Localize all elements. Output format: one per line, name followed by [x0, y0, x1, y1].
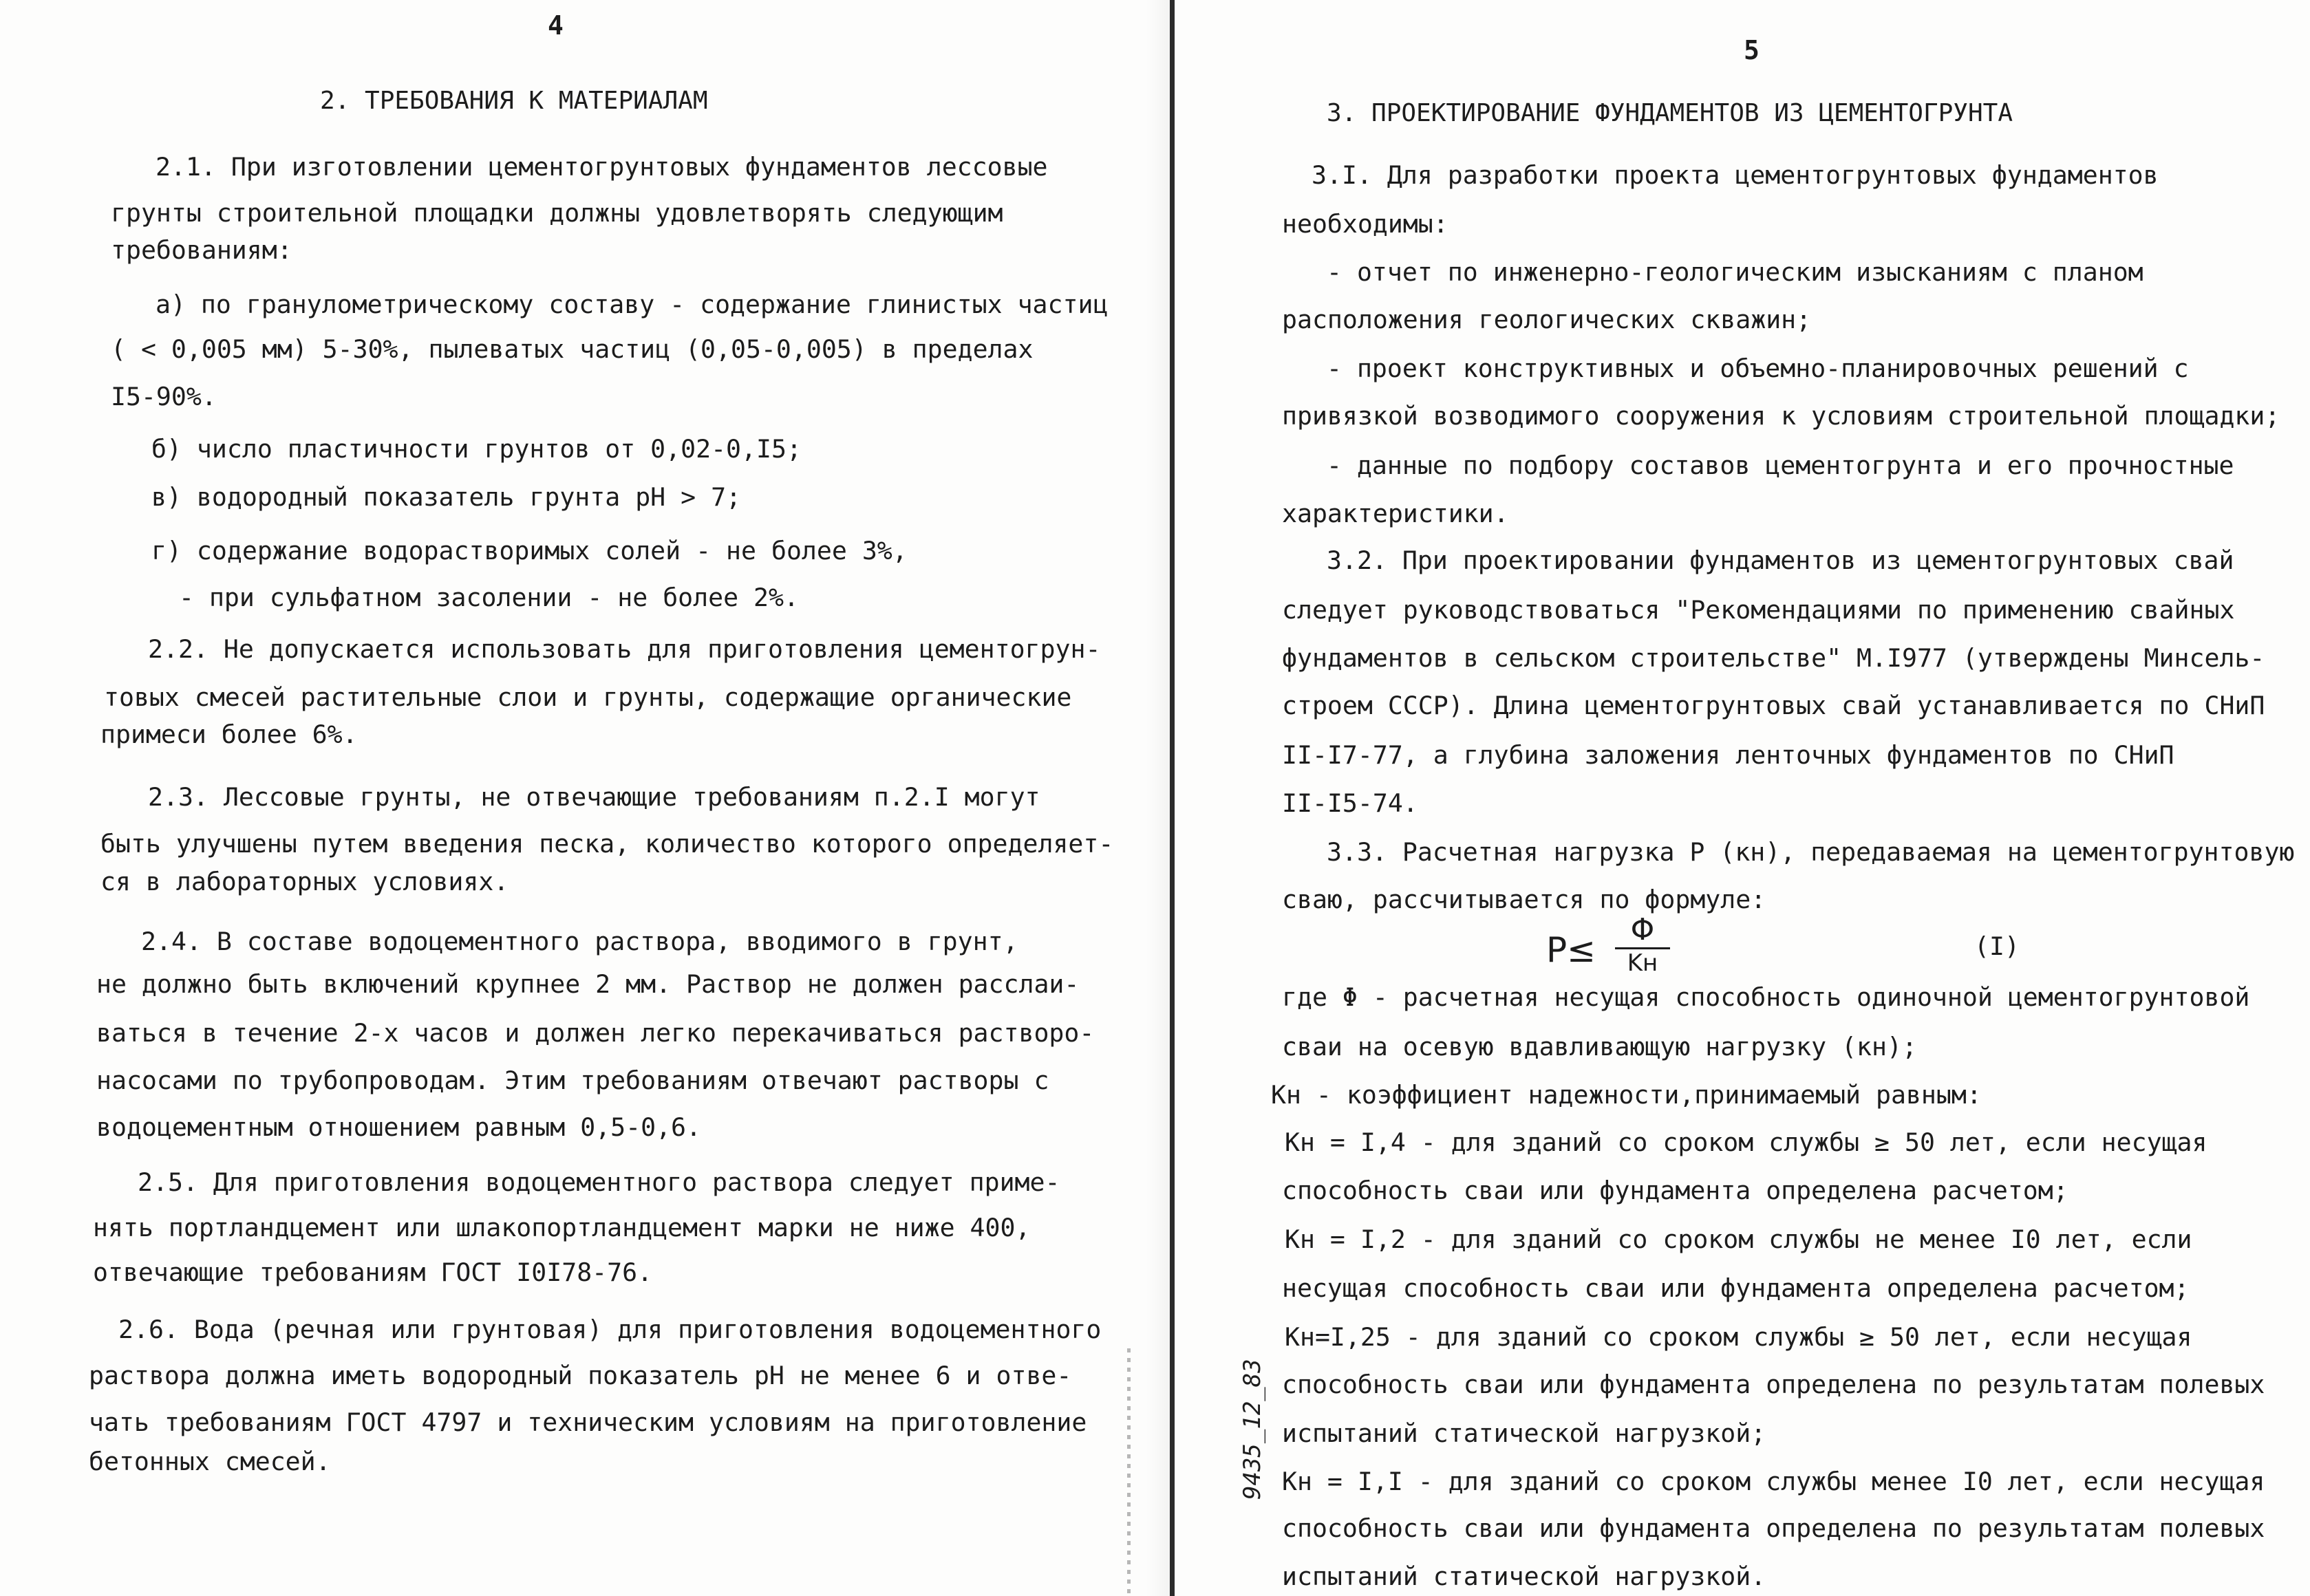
text-line: II-І7-77, а глубина заложения ленточных фундаментов по СНиП — [1282, 740, 2174, 770]
text-line: грунты строительной площадки должны удовлетворять следующим — [111, 198, 1003, 228]
text-line: II-І5-74. — [1282, 788, 1418, 818]
text-line: сваю, рассчитывается по формуле: — [1282, 885, 1766, 914]
text-line: 3.3. Расчетная нагрузка P (кн), передаваемая на цементогрунтовую — [1327, 837, 2295, 867]
text-line: 2.3. Лессовые грунты, не отвечающие требованиям п.2.І могут — [148, 782, 1040, 812]
text-line: 2.6. Вода (речная или грунтовая) для приготовления водоцементного — [118, 1315, 1102, 1344]
text-line: способность сваи или фундамента определена по результатам полевых — [1282, 1513, 2265, 1543]
formula-numerator: Φ — [1630, 912, 1655, 947]
text-line: где Φ - расчетная несущая способность одиночной цементогрунтовой — [1282, 982, 2250, 1012]
formula-number: (I) — [1974, 931, 2020, 961]
text-line: водоцементным отношением равным 0,5-0,6. — [96, 1112, 701, 1142]
text-line: испытаний статической нагрузкой; — [1282, 1419, 1766, 1448]
right-page — [1175, 0, 2310, 1596]
text-line: бетонных смесей. — [89, 1447, 331, 1476]
text-line: І5-90%. — [111, 382, 217, 411]
text-line: раствора должна иметь водородный показатель pH не менее 6 и отве- — [89, 1361, 1072, 1390]
text-line: сваи на осевую вдавливающую нагрузку (кн); — [1282, 1032, 1917, 1061]
text-line: отвечающие требованиям ГОСТ І0І78-76. — [93, 1258, 653, 1287]
text-line: - отчет по инженерно-геологическим изысканиям с планом — [1327, 257, 2143, 287]
text-line: насосами по трубопроводам. Этим требованиям отвечают растворы с — [96, 1066, 1049, 1095]
text-line: необходимы: — [1282, 209, 1448, 239]
text-line: - проект конструктивных и объемно-планировочных решений с — [1327, 354, 2189, 383]
formula-lhs: P≤ — [1546, 930, 1596, 970]
text-line: способность сваи или фундамента определена расчетом; — [1282, 1176, 2068, 1205]
margin-stamp: 9435_12_83 — [1239, 1359, 1266, 1500]
text-line: Kн = І,4 - для зданий со сроком службы ≥ 50 лет, если несущая — [1285, 1128, 2207, 1157]
text-line: а) по гранулометрическому составу - содержание глинистых частиц — [156, 290, 1109, 319]
text-line: ся в лабораторных условиях. — [100, 867, 509, 896]
text-line: испытаний статической нагрузкой. — [1282, 1562, 1766, 1591]
text-line: быть улучшены путем введения песка, количество которого определяет- — [100, 829, 1114, 859]
text-line: Kн - коэффициент надежности,принимаемый равным: — [1271, 1080, 1982, 1110]
formula — [1546, 912, 2165, 991]
formula-fraction — [1615, 912, 1670, 977]
text-line: ваться в течение 2-х часов и должен легко перекачиваться растворо- — [96, 1018, 1095, 1048]
text-line: характеристики. — [1282, 499, 1509, 528]
page-number: 4 — [548, 10, 564, 41]
text-line: Kн = І,2 - для зданий со сроком службы не менее І0 лет, если — [1285, 1225, 2192, 1254]
page-number: 5 — [1744, 35, 1760, 65]
text-line: ( < 0,005 мм) 5-30%, пылеватых частиц (0,05-0,005) в пределах — [111, 334, 1034, 364]
text-line: фундаментов в сельском строительстве" М.І977 (утверждены Минсель- — [1282, 643, 2265, 673]
text-line: 3.І. Для разработки проекта цементогрунтовых фундаментов — [1312, 160, 2159, 190]
text-line: способность сваи или фундамента определена по результатам полевых — [1282, 1370, 2265, 1399]
text-line: Kн=І,25 - для зданий со сроком службы ≥ 50 лет, если несущая — [1285, 1322, 2192, 1352]
text-line: строем СССР). Длина цементогрунтовых свай устанавливается по СНиП — [1282, 691, 2265, 720]
section-heading: 2. ТРЕБОВАНИЯ К МАТЕРИАЛАМ — [320, 87, 708, 115]
text-line: 2.4. В составе водоцементного раствора, вводимого в грунт, — [141, 927, 1018, 956]
text-line: чать требованиям ГОСТ 4797 и техническим условиям на приготовление — [89, 1408, 1087, 1437]
text-line: товых смесей растительные слои и грунты, содержащие органические — [104, 682, 1072, 712]
text-line: расположения геологических скважин; — [1282, 305, 1812, 334]
page-gutter — [1170, 0, 1175, 1596]
text-line: нять портландцемент или шлакопортландцемент марки не ниже 400, — [93, 1213, 1031, 1242]
text-line: Kн = І,І - для зданий со сроком службы менее І0 лет, если несущая — [1282, 1467, 2265, 1496]
text-line: не должно быть включений крупнее 2 мм. Раствор не должен расслаи- — [96, 969, 1080, 999]
text-line: б) число пластичности грунтов от 0,02-0,І5; — [151, 434, 802, 464]
text-line: 2.1. При изготовлении цементогрунтовых фундаментов лессовые — [156, 152, 1048, 182]
section-heading: 3. ПРОЕКТИРОВАНИЕ ФУНДАМЕНТОВ ИЗ ЦЕМЕНТОГРУНТА — [1327, 99, 2013, 127]
text-line: требованиям: — [111, 235, 292, 265]
text-line: 3.2. При проектировании фундаментов из цементогрунтовых свай — [1327, 546, 2234, 575]
text-line: привязкой возводимого сооружения к условиям строительной площадки; — [1282, 401, 2280, 431]
text-line: в) водородный показатель грунта pH > 7; — [151, 482, 742, 512]
text-line: примеси более 6%. — [100, 720, 358, 749]
text-line: г) содержание водорастворимых солей - не более 3%, — [151, 536, 908, 565]
text-line: 2.5. Для приготовления водоцементного раствора следует приме- — [138, 1167, 1060, 1197]
text-line: - при сульфатном засолении - не более 2%. — [179, 583, 799, 612]
text-line: 2.2. Не допускается использовать для приготовления цементогрун- — [148, 634, 1101, 664]
text-line: - данные по подбору составов цементогрунта и его прочностные — [1327, 451, 2234, 480]
formula-denominator: Kн — [1627, 949, 1658, 977]
text-line: следует руководствоваться "Рекомендациями по применению свайных — [1282, 595, 2235, 625]
text-line: несущая способность сваи или фундамента определена расчетом; — [1282, 1273, 2190, 1303]
